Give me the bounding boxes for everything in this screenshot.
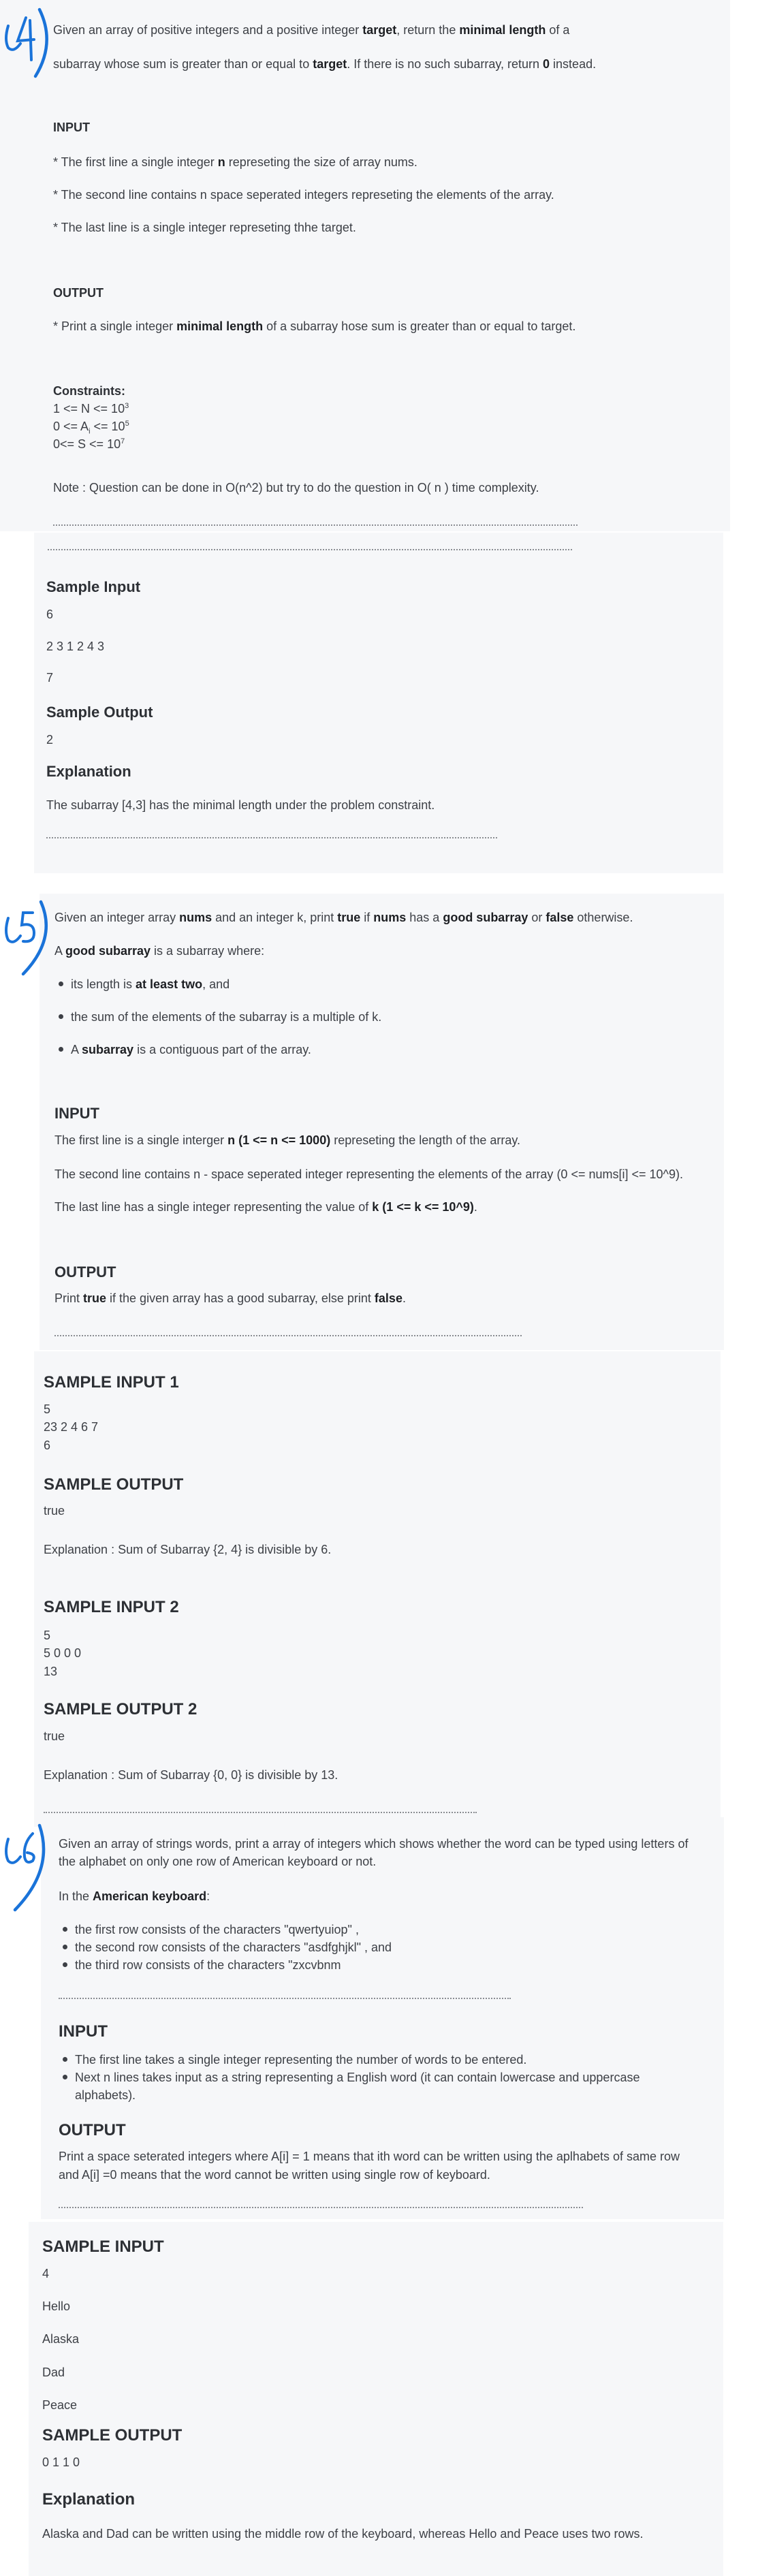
q5-statement-panel — [40, 894, 724, 1350]
q6-input-bullet-2-line-1: Next n lines takes input as a string representing a English word (it can contain lowercase and uppercase — [75, 2071, 640, 2084]
q5-explanation-2: Explanation : Sum of Subarray {0, 0} is divisible by 13. — [44, 1768, 338, 1782]
q4-sample-input-heading: Sample Input — [46, 578, 141, 595]
q6-explanation-text: Alaska and Dad can be written using the middle row of the keyboard, whereas Hello and Peace uses two rows. — [42, 2527, 644, 2541]
q6-sample-output-value: 0 1 1 0 — [42, 2455, 80, 2469]
q4-sample-input-line: 2 3 1 2 4 3 — [46, 640, 105, 653]
q6-output-line-1: Print a space seterated integers where A[i] = 1 means that ith word can be written using the aplhabets of same row — [59, 2150, 680, 2163]
q4-statement-line-2: subarray whose sum is greater than or equal to target. If there is no such subarray, return 0 instead. — [53, 57, 597, 71]
q5-sample-input-2-line: 5 0 0 0 — [44, 1646, 82, 1660]
bullet-dot — [59, 1014, 63, 1019]
bullet-dot — [63, 1962, 67, 1967]
q5-input-line-2: The second line contains n - space seperated integer representing the elements of the array (0 <= nums[i] <= 10^9). — [54, 1167, 683, 1181]
q6-sample-input-heading: SAMPLE INPUT — [42, 2237, 164, 2256]
q4-note: Note : Question can be done in O(n^2) but try to do the question in O( n ) time complexity. — [53, 481, 539, 494]
q6-output-heading: OUTPUT — [59, 2121, 126, 2139]
q4-sample-output-value: 2 — [46, 733, 54, 747]
q5-sample-input-2-line: 5 — [44, 1629, 51, 1642]
q5-sample-output-1-heading: SAMPLE OUTPUT — [44, 1475, 184, 1494]
q6-keyboard-row-3: the third row consists of the characters "zxcvbnm — [75, 1958, 341, 1972]
q6-divider-1 — [59, 1998, 511, 1999]
q4-output-line-1: * Print a single integer minimal length of a subarray hose sum is greater than or equal to target. — [53, 319, 576, 333]
q4-input-line-1: * The first line a single integer n represeting the size of array nums. — [53, 155, 417, 169]
q5-sample-output-2-value: true — [44, 1729, 65, 1743]
q5-input-heading: INPUT — [54, 1105, 99, 1122]
q6-keyboard-row-2: the second row consists of the characters "asdfghjkl" , and — [75, 1941, 392, 1954]
bullet-dot — [63, 2075, 67, 2079]
q6-sample-input-line: Peace — [42, 2398, 78, 2412]
q5-divider-2 — [44, 1812, 477, 1813]
q5-output-heading: OUTPUT — [54, 1263, 116, 1281]
q4-input-heading: INPUT — [53, 121, 90, 134]
q4-explanation-text: The subarray [4,3] has the minimal length under the problem constraint. — [46, 798, 435, 812]
q4-explanation-heading: Explanation — [46, 763, 131, 780]
q5-explanation-1: Explanation : Sum of Subarray {2, 4} is divisible by 6. — [44, 1543, 332, 1556]
q4-statement-line-1: Given an array of positive integers and a positive integer target, return the minimal length of a — [53, 23, 570, 37]
q5-bullet-2: the sum of the elements of the subarray is a multiple of k. — [71, 1010, 382, 1024]
q6-input-heading: INPUT — [59, 2022, 108, 2041]
q4-input-line-3: * The last line is a single integer represeting thhe target. — [53, 221, 356, 234]
q5-output-line: Print true if the given array has a good subarray, else print false. — [54, 1291, 406, 1305]
q5-good-subarray-def: A good subarray is a subarray where: — [54, 944, 265, 958]
bullet-dot — [63, 2057, 67, 2062]
q5-input-line-3: The last line has a single integer representing the value of k (1 <= k <= 10^9). — [54, 1200, 477, 1214]
q5-sample-input-1-heading: SAMPLE INPUT 1 — [44, 1373, 179, 1392]
bullet-dot — [63, 1927, 67, 1932]
q5-sample-output-2-heading: SAMPLE OUTPUT 2 — [44, 1700, 198, 1718]
q4-sample-input-line: 7 — [46, 671, 54, 685]
q4-handwritten-mark — [0, 5, 53, 80]
bullet-dot — [59, 981, 63, 986]
q6-input-bullet-1: The first line takes a single integer representing the number of words to be entered. — [75, 2053, 527, 2067]
q6-handwritten-mark — [0, 1820, 54, 1915]
q6-sample-panel — [29, 2222, 723, 2576]
q5-bullet-1: its length is at least two, and — [71, 977, 230, 991]
q6-sample-input-line: 4 — [42, 2267, 50, 2280]
q4-constraint-1: $1 <= N <= 10^3$ — [53, 402, 129, 415]
q6-keyboard-row-1: the first row consists of the characters "qwertyuiop" , — [75, 1923, 359, 1936]
q5-handwritten-mark — [0, 898, 56, 979]
q4-sample-input-line: 6 — [46, 608, 54, 621]
q6-sample-input-line: Alaska — [42, 2332, 80, 2346]
q5-sample-input-1-line: 6 — [44, 1439, 51, 1452]
q4-divider-1 — [53, 524, 578, 526]
q5-sample-input-1-line: 5 — [44, 1402, 51, 1416]
q6-keyboard-intro: In the American keyboard: — [59, 1889, 210, 1903]
q5-sample-input-1-line: 23 2 4 6 7 — [44, 1420, 99, 1434]
q4-input-line-2: * The second line contains n space seperated integers represeting the elements of the array. — [53, 188, 554, 202]
q5-sample-output-1-value: true — [44, 1504, 65, 1518]
q5-sample-panel — [34, 1351, 721, 1827]
q4-constraint-2: $0 <= A_i <= 10^5$ — [53, 420, 129, 436]
q6-sample-input-line: Hello — [42, 2299, 71, 2313]
q4-constraints-heading: Constraints: — [53, 384, 126, 398]
q6-statement-line-2: the alphabet on only one row of American keyboard or not. — [59, 1855, 377, 1868]
q6-output-line-2: and A[i] =0 means that the word cannot be written using single row of keyboard. — [59, 2168, 490, 2182]
q5-sample-input-2-line: 13 — [44, 1665, 58, 1678]
q4-divider-2 — [48, 549, 572, 550]
q5-bullet-3: A subarray is a contiguous part of the array. — [71, 1043, 311, 1056]
q6-sample-input-line: Dad — [42, 2366, 65, 2379]
q5-sample-input-2-heading: SAMPLE INPUT 2 — [44, 1598, 179, 1616]
bullet-dot — [59, 1047, 63, 1052]
q6-divider-2 — [59, 2207, 583, 2208]
q4-divider-3 — [46, 837, 497, 838]
q5-input-line-1: The first line is a single interger n (1 <= n <= 1000) represeting the length of the array. — [54, 1133, 521, 1147]
q5-divider-1 — [54, 1335, 522, 1336]
q4-constraint-3: $0<= S <= 10^7$ — [53, 437, 125, 451]
q6-input-bullet-2-line-2: alphabets). — [75, 2088, 136, 2102]
q6-sample-output-heading: SAMPLE OUTPUT — [42, 2426, 183, 2445]
bullet-dot — [63, 1945, 67, 1949]
q4-output-heading: OUTPUT — [53, 286, 104, 300]
q6-explanation-heading: Explanation — [42, 2490, 136, 2509]
q5-statement: Given an integer array nums and an integer k, print true if nums has a good subarray or false otherwise. — [54, 911, 633, 924]
q4-sample-output-heading: Sample Output — [46, 704, 153, 721]
q6-statement-line-1: Given an array of strings words, print a array of integers which shows whether the word can be typed using letters of — [59, 1837, 689, 1851]
